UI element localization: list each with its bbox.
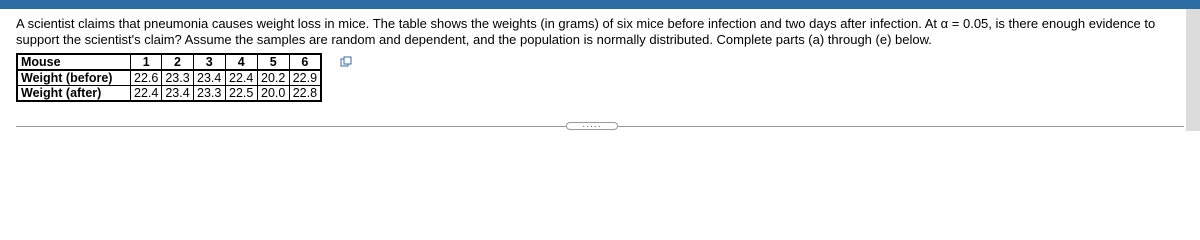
table-row (17, 70, 321, 86)
table-cell: 22.4 (225, 70, 257, 86)
expand-handle-button[interactable]: ..... (566, 122, 618, 130)
table-cell: 22.4 (131, 86, 162, 102)
row-label: Weight (after) (17, 86, 131, 102)
table-cell: 22.6 (131, 70, 162, 86)
table-column-header: 3 (193, 54, 225, 70)
table-cell: 22.5 (225, 86, 257, 102)
weights-table (16, 53, 322, 102)
table-column-header: 5 (257, 54, 289, 70)
scrollbar[interactable] (1186, 9, 1200, 131)
table-cell: 23.3 (162, 70, 193, 86)
table-cell: 20.2 (257, 70, 289, 86)
table-cell: 22.9 (289, 70, 321, 86)
table-header-mouse: Mouse (17, 54, 131, 70)
table-cell: 23.3 (193, 86, 225, 102)
top-accent-bar (0, 0, 1200, 9)
table-cell: 23.4 (193, 70, 225, 86)
question-text: A scientist claims that pneumonia causes weight loss in mice. The table shows the weights (in grams) of six mice before infection and two days after infection. At α = 0.05, is there enough evidence to support the scientist's claim? Assume the samples are random and dependent, and the population is normally distributed. Complete parts (a) through (e) below. (16, 16, 1156, 47)
copy-icon[interactable] (340, 55, 352, 67)
table-column-header: 2 (162, 54, 193, 70)
table-cell: 20.0 (257, 86, 289, 102)
table-cell: 22.8 (289, 86, 321, 102)
table-column-header: 1 (131, 54, 162, 70)
table-row (17, 86, 321, 102)
table-cell: 23.4 (162, 86, 193, 102)
table-column-header: 6 (289, 54, 321, 70)
table-header-row (17, 54, 321, 70)
row-label: Weight (before) (17, 70, 131, 86)
table-column-header: 4 (225, 54, 257, 70)
